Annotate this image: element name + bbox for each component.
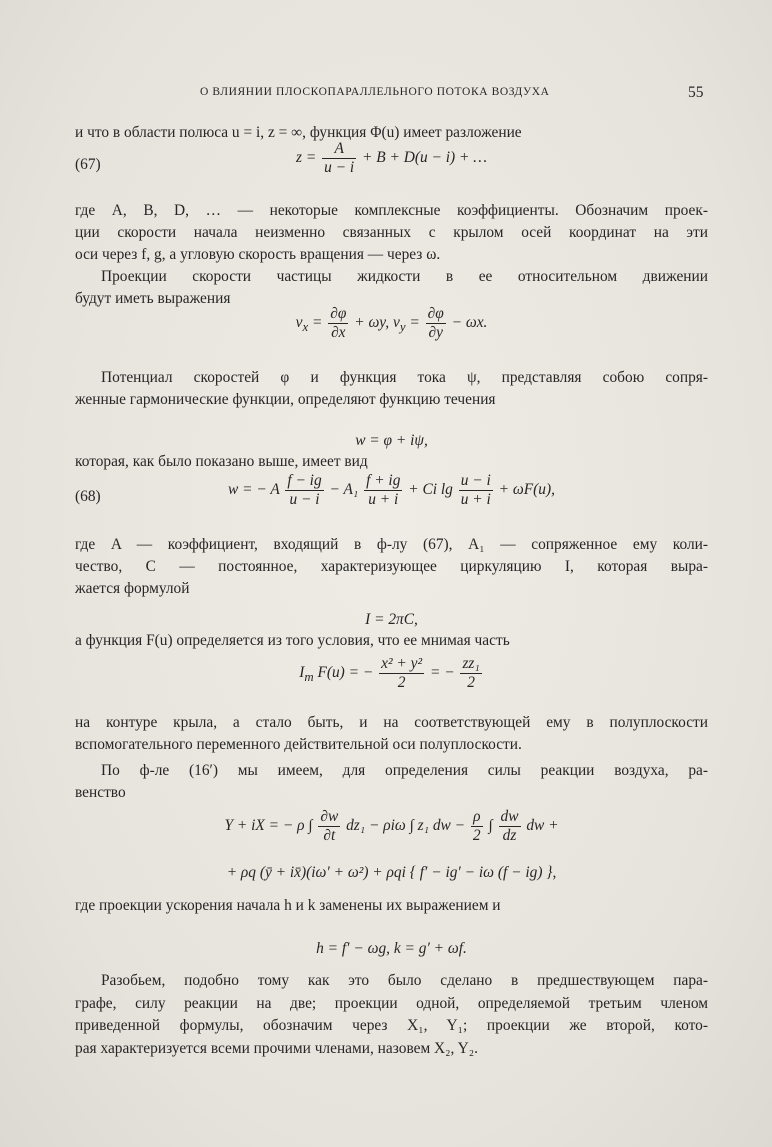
fraction-numerator: x² + y² [381, 655, 423, 672]
fraction-numerator: A [322, 140, 356, 159]
fraction [471, 808, 483, 845]
fraction-denominator: u + i [368, 491, 399, 508]
running-title: О ВЛИЯНИИ ПЛОСКОПАРАЛЛЕЛЬНОГО ПОТОКА ВОЗДУХА [200, 86, 550, 98]
equation-force-line-2 [75, 864, 708, 882]
equation-subscript: m [304, 670, 314, 685]
text-line: Проекции скорости частицы жидкости в ее относительном движении [101, 268, 708, 285]
text-line: и что в области полюса u = i, z = ∞, функция Φ(u) имеет разложение [75, 124, 522, 141]
fraction [459, 472, 493, 509]
equation-term: I = 2πC, [365, 611, 418, 628]
fraction [460, 655, 481, 692]
fraction-numerator: zz₁ [462, 655, 480, 672]
fraction [364, 472, 402, 509]
equation-term: v [295, 314, 303, 332]
fraction-denominator: 2 [467, 674, 475, 691]
fraction-numerator: dw [500, 808, 519, 825]
equation-force-line-1 [75, 808, 708, 845]
fraction-denominator: u + i [460, 491, 491, 508]
fraction-numerator: f + ig [366, 472, 401, 489]
fraction-numerator: ρ [471, 808, 483, 827]
equation-term: dw + [522, 817, 559, 835]
fraction-numerator: ∂w [320, 808, 339, 825]
equation-term: F(u) = − [313, 664, 378, 682]
fraction-denominator: u − i [324, 159, 355, 176]
equation-term: + B + D(u − i) + … [358, 149, 487, 167]
equation-term: I [299, 664, 305, 682]
equation-label: (67) [75, 156, 101, 173]
equation-term: + Ci lg [404, 481, 457, 499]
fraction-numerator: u − i [460, 472, 491, 489]
equation-term: − ωx. [447, 314, 488, 332]
equation-velocity [75, 305, 708, 342]
text-line: а функция F(u) определяется из того условия, что ее мнимая часть [75, 632, 510, 649]
fraction-denominator: 2 [397, 674, 406, 691]
equation-68 [75, 472, 708, 509]
text-line: венство [75, 784, 126, 801]
equation-term: + ρq (ȳ + ix̄)(iω′ + ω²) + ρqi { f′ − ig′ − iω (f − ig) }, [226, 864, 557, 881]
text-line: ции скорости начала неизменно связанных с крылом осей координат на эти [75, 224, 708, 241]
fraction-numerator: ∂φ [427, 305, 444, 322]
equation-67 [75, 140, 708, 177]
text-line: где проекции ускорения начала h и k заменены их выражением и [75, 897, 501, 914]
equation-term: = [308, 314, 327, 332]
text-line: Потенциал скоростей φ и функция тока ψ, представляя собою сопря- [101, 369, 708, 386]
fraction-denominator: ∂y [428, 324, 443, 341]
equation-acceleration [75, 940, 708, 958]
equation-term: − A₁ [325, 481, 363, 499]
page-number: 55 [688, 84, 704, 101]
equation-flow [75, 432, 708, 450]
text-line: жается формулой [75, 580, 190, 597]
fraction [426, 305, 446, 342]
equation-term: w = − A [228, 481, 284, 499]
text-line: графе, силу реакции на две; проекции одной, определяемой третьим членом [75, 995, 708, 1012]
equation-term: + ωF(u), [494, 481, 555, 499]
equation-circulation [75, 611, 708, 629]
equation-term: = − [426, 664, 459, 682]
equation-term: z = [296, 149, 321, 167]
equation-term: ∫ [484, 817, 497, 835]
text-line: которая, как было показано выше, имеет вид [75, 453, 368, 470]
fraction-numerator: f − ig [287, 472, 322, 489]
equation-term: = [405, 314, 424, 332]
fraction-numerator: ∂φ [330, 305, 347, 322]
fraction [499, 808, 521, 845]
fraction-denominator: dz [502, 827, 517, 844]
equation-term: dz₁ − ρiω ∫ z₁ dw − [342, 817, 469, 835]
equation-term: h = f′ − ωg, k = g′ + ωf. [316, 940, 467, 957]
text-line: вспомогательного переменного действительной оси полуплоскости. [75, 736, 522, 753]
text-line: будут иметь выражения [75, 290, 231, 307]
equation-term: + ωy, v [350, 314, 400, 332]
equation-imaginary-part [75, 655, 708, 692]
text-line: на контуре крыла, а стало быть, и на соответствующей ему в полуплоскости [75, 714, 708, 731]
fraction [285, 472, 323, 509]
equation-term: Y + iX = − ρ ∫ [224, 817, 317, 835]
equation-subscript: y [399, 320, 406, 335]
fraction-denominator: ∂x [331, 324, 346, 341]
text-line: где A — коэффициент, входящий в ф-лу (67), A₁ — сопряженное ему коли- [75, 536, 708, 553]
text-line: Разобьем, подобно тому как это было сделано в предшествующем пара- [101, 972, 708, 989]
text-line: По ф-ле (16′) мы имеем, для определения силы реакции воздуха, ра- [101, 762, 708, 779]
fraction [318, 808, 340, 845]
text-line: приведенной формулы, обозначим через X₁, Y₁; проекции же второй, кото- [75, 1017, 708, 1034]
text-line: рая характеризуется всеми прочими членами, назовем X₂, Y₂. [75, 1040, 478, 1057]
text-line: чество, C — постоянное, характеризующее циркуляцию I, которая выра- [75, 558, 708, 575]
fraction [322, 140, 356, 177]
fraction-denominator: 2 [472, 827, 481, 844]
equation-label: (68) [75, 488, 101, 505]
text-line: оси через f, g, а угловую скорость вращения — через ω. [75, 246, 441, 263]
text-line: женные гармонические функции, определяют функцию течения [75, 391, 496, 408]
fraction-denominator: ∂t [323, 827, 336, 844]
equation-term: w = φ + iψ, [355, 432, 428, 449]
equation-subscript: x [302, 320, 309, 335]
fraction [379, 655, 424, 692]
text-line: где A, B, D, … — некоторые комплексные коэффициенты. Обозначим проек- [75, 202, 708, 219]
fraction [328, 305, 348, 342]
fraction-denominator: u − i [289, 491, 320, 508]
